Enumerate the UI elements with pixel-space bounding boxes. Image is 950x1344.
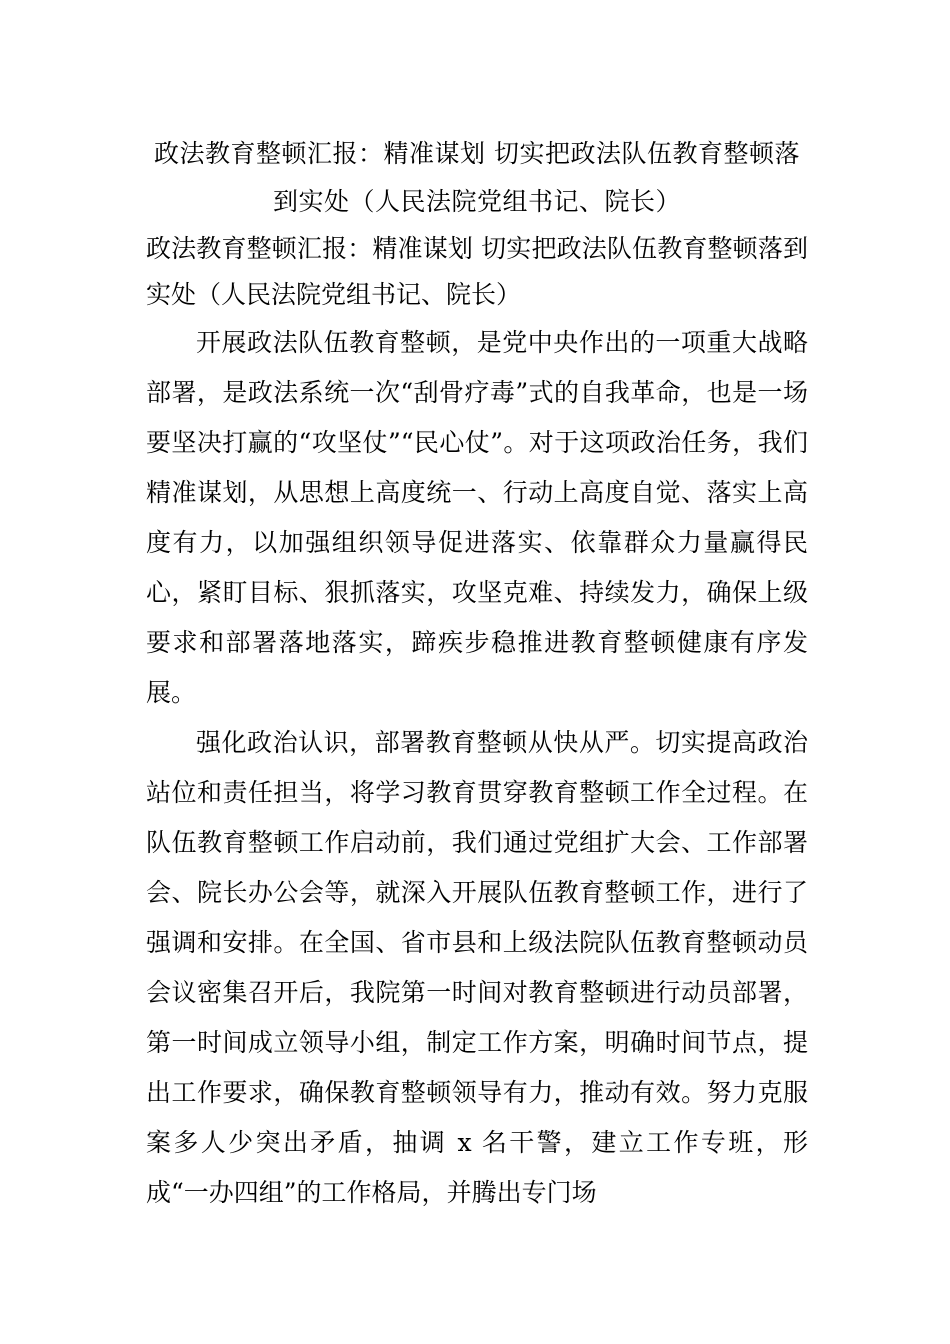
document-title-line-2: 到实处（人民法院党组书记、院长） (272, 187, 681, 216)
document-title-line-1: 政法教育整顿汇报：精准谋划 切实把政法队伍教育整顿落 (154, 139, 800, 168)
paragraph: 开展政法队伍教育整顿，是党中央作出的一项重大战略部署，是政法系统一次“刮骨疗毒”式的自我革命，也是一场要坚决打赢的“攻坚仗”“民心仗”。对于这项政治任务，我们精准谋划，从思想上高度统一、行动上高度自觉、落实上高度有力，以加强组织领导促进落实、依靠群众力量赢得民心，紧盯目标、狠抓落实，攻坚克难、持续发力，确保上级要求和部署落地落实，蹄疾步稳推进教育整顿健康有序发展。 (146, 328, 808, 707)
document-body (146, 130, 808, 1218)
paragraph: 强化政治认识，部署教育整顿从快从严。切实提高政治站位和责任担当，将学习教育贯穿教育整顿工作全过程。在队伍教育整顿工作启动前，我们通过党组扩大会、工作部署会、院长办公会等，就深入开展队伍教育整顿工作，进行了强调和安排。在全国、省市县和上级法院队伍教育整顿动员会议密集召开后，我院第一时间对教育整顿进行动员部署，第一时间成立领导小组，制定工作方案，明确时间节点，提出工作要求，确保教育整顿领导有力，推动有效。努力克服案多人少突出矛盾，抽调 x 名干警，建立工作专班，形成“一办四组”的工作格局，并腾出专门场 (146, 728, 808, 1207)
document-heading: 政法教育整顿汇报：精准谋划 切实把政法队伍教育整顿落到实处（人民法院党组书记、院长） (146, 234, 808, 309)
